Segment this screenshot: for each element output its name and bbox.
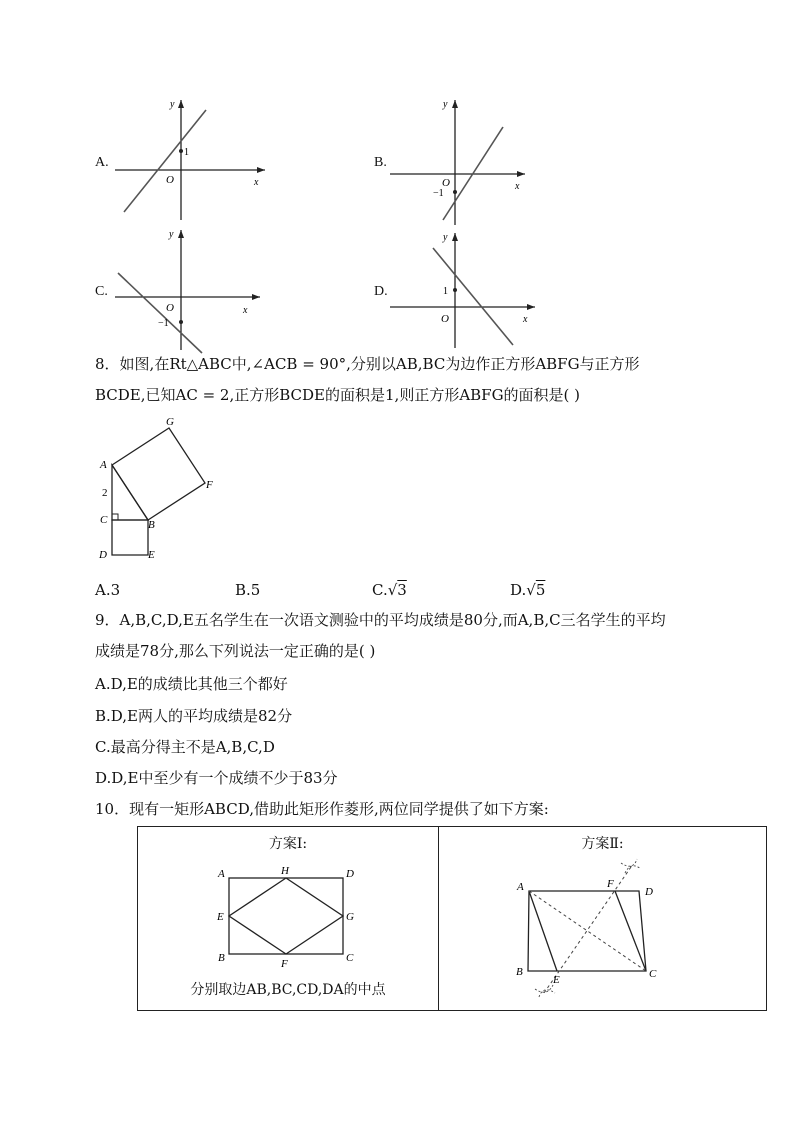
plan2-title: 方案Ⅱ:: [581, 836, 624, 852]
origin-label: O: [442, 177, 450, 189]
origin-label: O: [166, 174, 174, 186]
label-d: D: [346, 868, 354, 880]
plan1-caption: 分别取边AB,BC,CD,DA的中点: [190, 982, 386, 998]
q8-choice-d: D.√5: [510, 581, 546, 599]
q8-choice-b: B.5: [235, 581, 261, 599]
y-tick-label: −1: [433, 188, 444, 199]
q8-choice-c: C.√3: [372, 581, 407, 599]
label-f: F: [281, 958, 288, 970]
point-d-label: D: [99, 549, 107, 561]
origin-label: O: [441, 313, 449, 325]
point-f-label: F: [206, 479, 213, 491]
point-c-label: C: [100, 514, 108, 526]
q9-choice-c: C.最高分得主不是A,B,C,D: [95, 738, 275, 756]
q8-stem-line2: BCDE,已知AC = 2,正方形BCDE的面积是1,则正方形ABFG的面积是( ): [95, 386, 581, 404]
label-e: E: [217, 911, 224, 923]
q7-option-d-graph: [385, 228, 545, 353]
q9-stem-line2: 成绩是78分,那么下列说法一定正确的是( ): [95, 642, 376, 660]
q7-option-c-graph: [110, 225, 270, 355]
q7-option-a-label: A.: [95, 155, 109, 170]
origin-label: O: [166, 302, 174, 314]
y-tick-label: 1: [443, 286, 448, 297]
label-e: E: [553, 974, 560, 986]
sqrt-symbol: √: [387, 581, 398, 599]
label-h: H: [281, 865, 289, 877]
label-a: A: [517, 881, 524, 893]
y-axis-label: y: [169, 229, 174, 240]
plan2-figure: [509, 857, 684, 1007]
q9-stem-line1: 9．A,B,C,D,E五名学生在一次语文测验中的平均成绩是80分,而A,B,C三名学生的平均: [95, 611, 666, 629]
plan1-cell: [138, 827, 439, 1011]
point-e-label: E: [148, 549, 155, 561]
q10-plans-table: [137, 826, 767, 1011]
q7-option-b-graph: [385, 95, 535, 230]
label-c: C: [649, 968, 657, 980]
q7-option-a-graph: [110, 95, 270, 225]
x-axis-label: x: [515, 181, 520, 192]
sqrt-symbol: √: [526, 581, 536, 599]
q10-stem: 10．现有一矩形ABCD,借助此矩形作菱形,两位同学提供了如下方案:: [95, 800, 549, 818]
plan2-cell: [439, 827, 767, 1011]
label-f: F: [607, 878, 614, 890]
y-axis-label: y: [443, 99, 448, 110]
q8-stem-line1: 8．如图,在Rt△ABC中,∠ACB = 90°,分别以AB,BC为边作正方形ABFG与正方形: [95, 355, 640, 373]
q9-choice-a: A.D,E的成绩比其他三个都好: [95, 675, 288, 693]
y-axis-label: y: [443, 232, 448, 243]
point-b-label: B: [148, 519, 155, 531]
label-g: G: [346, 911, 354, 923]
q7-option-b-label: B.: [374, 155, 387, 170]
label-b: B: [516, 966, 523, 978]
y-axis-label: y: [170, 99, 175, 110]
label-b: B: [218, 952, 225, 964]
q7-option-c-label: C.: [95, 284, 108, 299]
label-a: A: [218, 868, 225, 880]
plan1-title: 方案Ⅰ:: [268, 836, 308, 852]
y-tick-label: −1: [158, 318, 169, 329]
q8-choice-a: A.3: [95, 581, 121, 599]
x-axis-label: x: [243, 305, 248, 316]
label-c: C: [346, 952, 354, 964]
x-axis-label: x: [254, 177, 259, 188]
q7-option-d-label: D.: [374, 284, 388, 299]
label-d: D: [645, 886, 653, 898]
plan1-figure: [208, 863, 368, 973]
q8-figure: [90, 410, 230, 565]
q9-choice-b: B.D,E两人的平均成绩是82分: [95, 707, 293, 725]
q9-choice-d: D.D,E中至少有一个成绩不少于83分: [95, 769, 338, 787]
x-axis-label: x: [523, 314, 528, 325]
ac-length-label: 2: [102, 487, 108, 499]
point-g-label: G: [166, 416, 174, 428]
y-tick-label: 1: [184, 147, 189, 158]
point-a-label: A: [100, 459, 107, 471]
